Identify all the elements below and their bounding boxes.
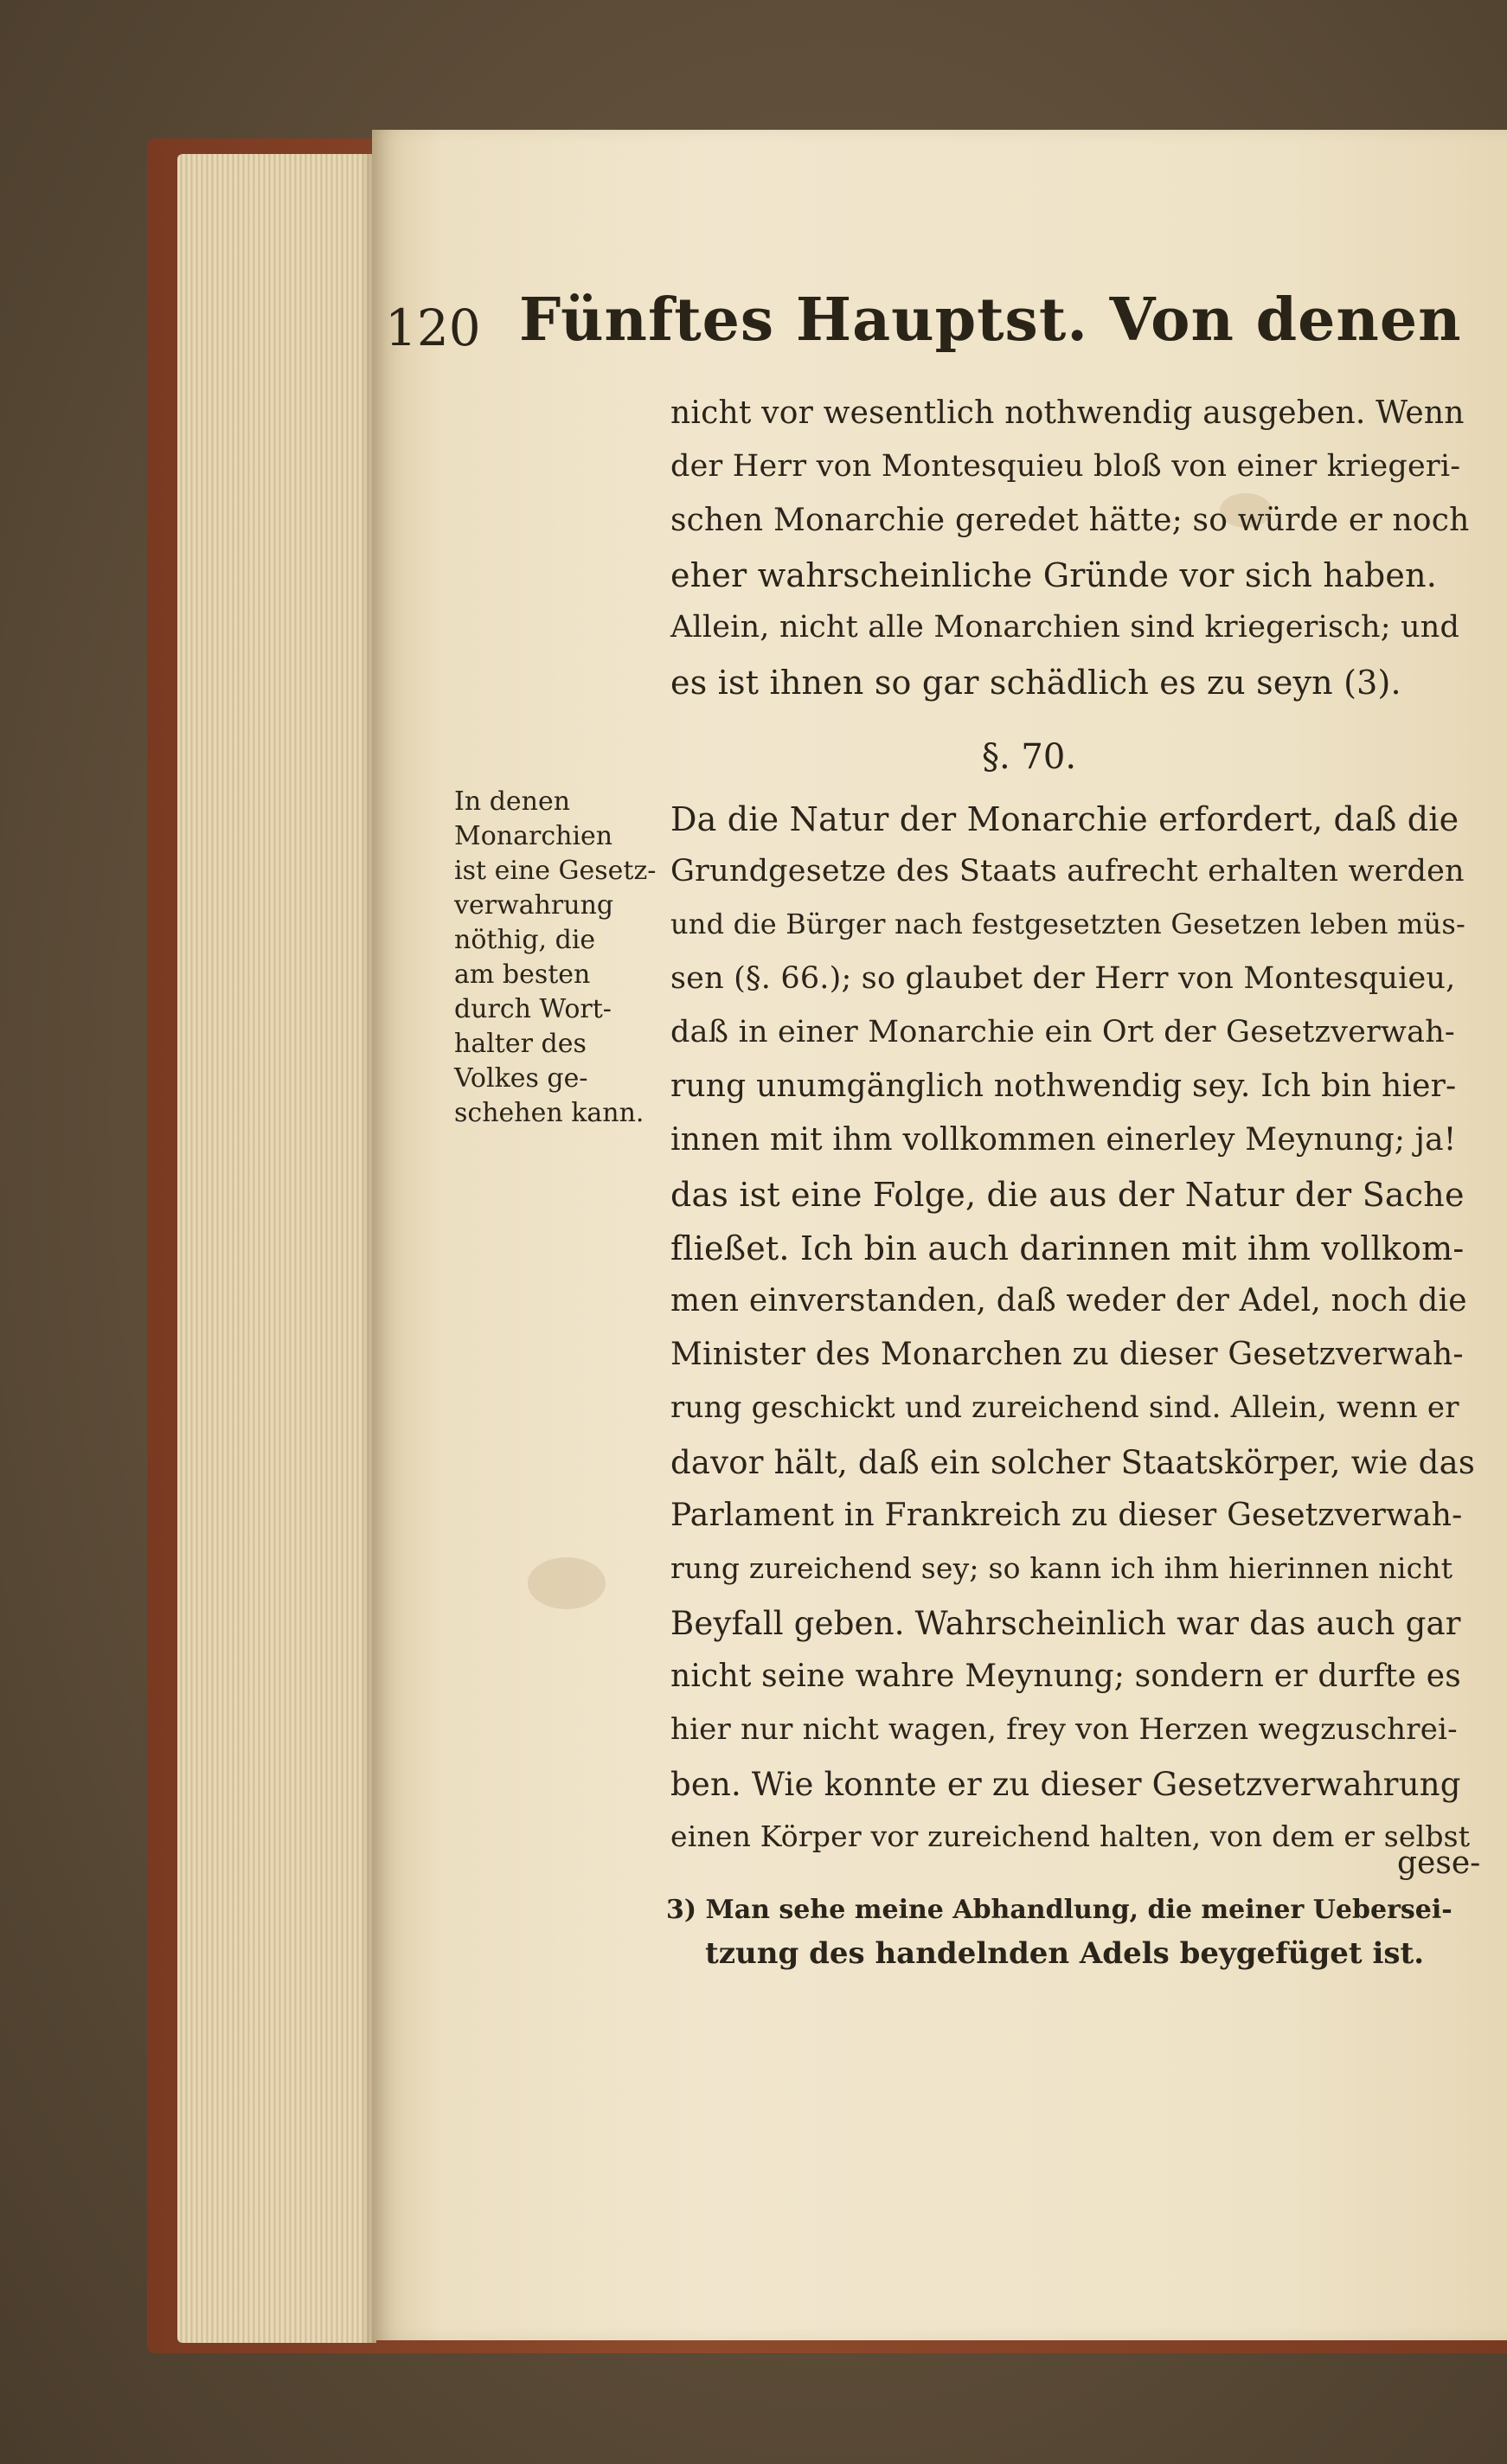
text-line: rung geschickt und zureichend sind. Allein, wenn er [670,1390,1459,1425]
margin-note-line: durch Wort- [454,994,612,1024]
text-line: fließet. Ich bin auch darinnen mit ihm vollkom- [670,1229,1465,1267]
text-line: Allein, nicht alle Monarchien sind kriegerisch; und [670,610,1460,645]
text-line: ben. Wie konnte er zu dieser Gesetzverwahrung [670,1766,1461,1803]
margin-note-line: Monarchien [454,821,613,851]
text-line: men einverstanden, daß weder der Adel, noch die [670,1283,1467,1319]
text-line: Da die Natur der Monarchie erfordert, daß die [670,800,1459,838]
text-line: der Herr von Montesquieu bloß von einer kriegeri- [670,449,1461,484]
text-line: nicht seine wahre Meynung; sondern er durfte es [670,1659,1461,1694]
text-line: innen mit ihm vollkommen einerley Meynung; ja! [670,1122,1457,1158]
text-line: Minister des Monarchen zu dieser Gesetzverwah- [670,1337,1464,1372]
text-line: rung zureichend sey; so kann ich ihm hierinnen nicht [670,1551,1453,1585]
text-line: sen (§. 66.); so glaubet der Herr von Montesquieu, [670,961,1456,996]
text-line: Parlament in Frankreich zu dieser Gesetzverwah- [670,1498,1463,1533]
section-heading: §. 70. [982,737,1077,777]
text-line: das ist eine Folge, die aus der Natur der Sache [670,1176,1465,1214]
footnote-line: 3) Man sehe meine Abhandlung, die meiner Uebersei- [666,1895,1452,1925]
page-block-edges [177,154,376,2343]
text-line: und die Bürger nach festgesetzten Gesetzen leben müs- [670,908,1466,940]
margin-note-line: Volkes ge- [454,1063,588,1094]
text-line: eher wahrscheinliche Gründe vor sich haben. [670,556,1438,594]
text-line: nicht vor wesentlich nothwendig ausgeben. Wenn [670,395,1465,431]
page-number: 120 [385,298,481,357]
page-stain [528,1557,606,1609]
text-line: hier nur nicht wagen, frey von Herzen wegzuschrei- [670,1712,1458,1747]
text-line: daß in einer Monarchie ein Ort der Gesetzverwah- [670,1015,1455,1049]
margin-note-line: halter des [454,1029,587,1059]
margin-note-line: schehen kann. [454,1098,644,1128]
margin-note-line: In denen [454,786,571,817]
running-head: Fünftes Hauptst. Von denen [519,286,1462,355]
margin-note-line: am besten [454,959,591,990]
margin-note-line: ist eine Gesetz- [454,856,657,886]
margin-note-line: nöthig, die [454,925,596,955]
text-line: rung unumgänglich nothwendig sey. Ich bin hier- [670,1068,1457,1104]
text-line: Grundgesetze des Staats aufrecht erhalten werden [670,854,1465,889]
margin-note-line: verwahrung [454,890,614,921]
text-line: einen Körper vor zureichend halten, von dem er selbst [670,1819,1471,1853]
text-line: es ist ihnen so gar schädlich es zu seyn (3). [670,664,1401,702]
text-line: davor hält, daß ein solcher Staatskörper, wie das [670,1444,1476,1481]
footnote-line: tzung des handelnden Adels beygefüget ist. [705,1936,1425,1971]
catchword: gese- [1397,1845,1481,1881]
text-line: Beyfall geben. Wahrscheinlich war das auch gar [670,1605,1461,1642]
text-line: schen Monarchie geredet hätte; so würde er noch [670,503,1470,538]
